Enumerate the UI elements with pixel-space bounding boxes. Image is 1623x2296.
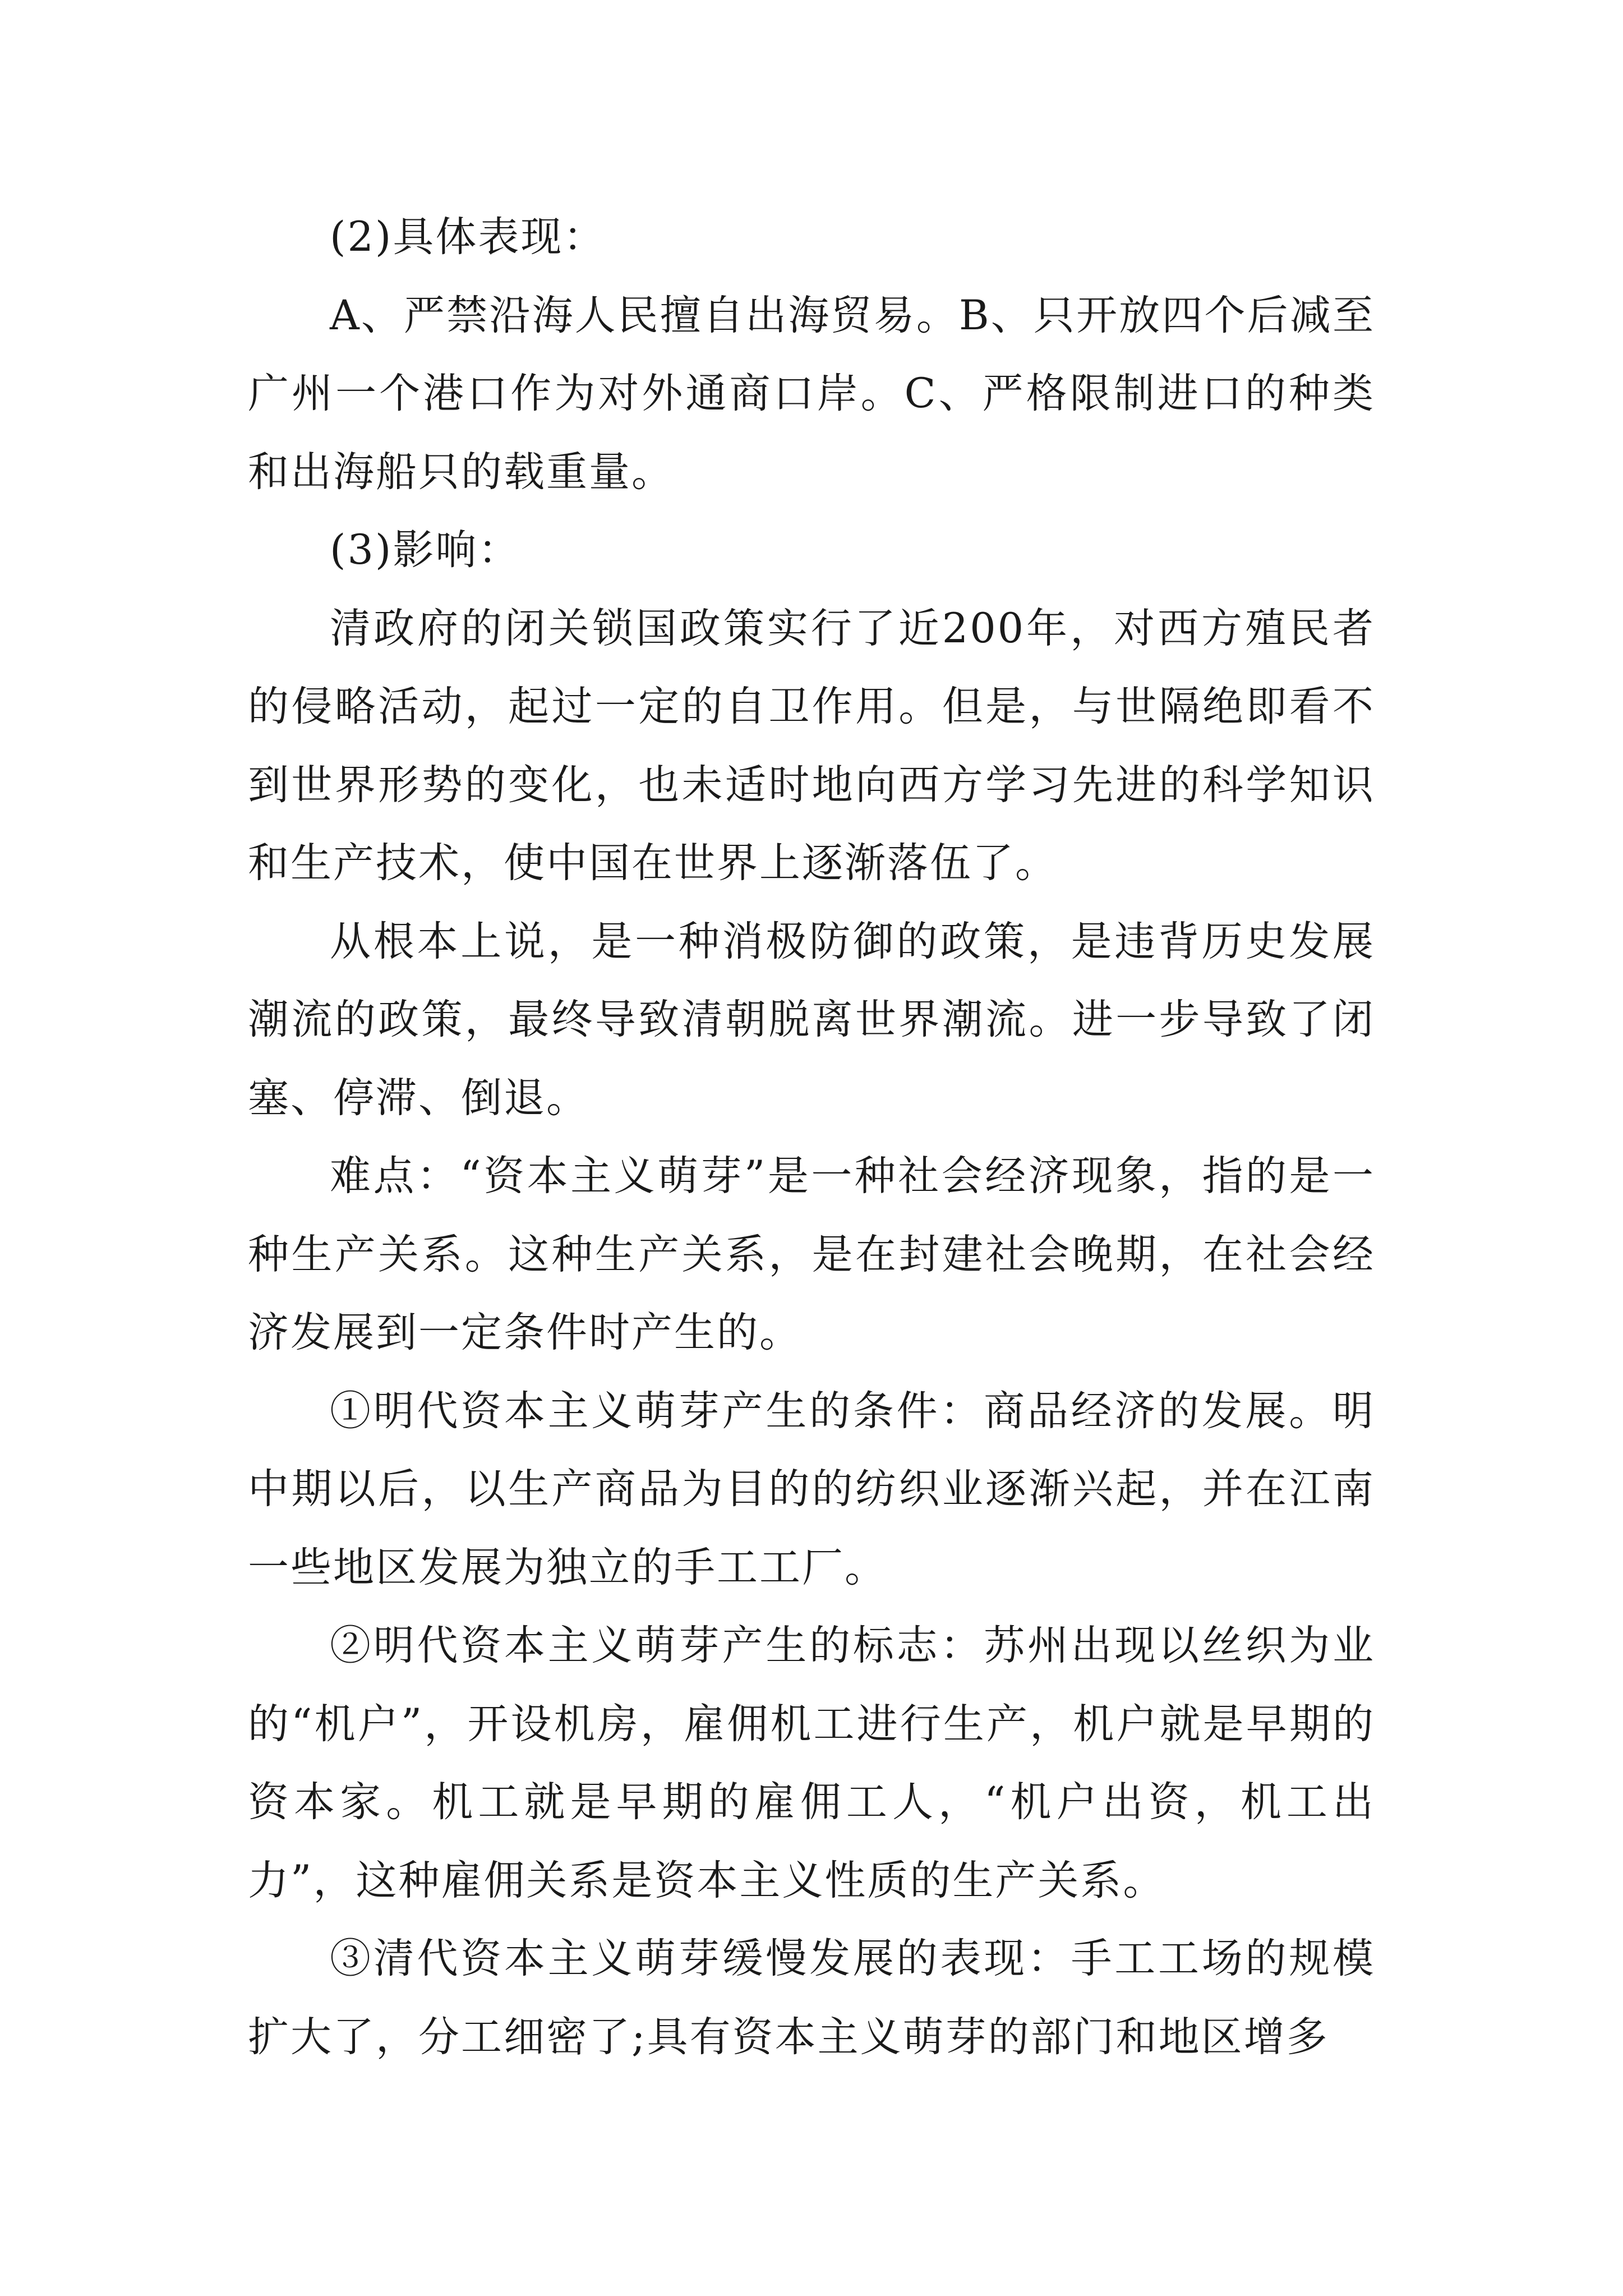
- paragraph-manifestations: A、严禁沿海人民擅自出海贸易。B、只开放四个后减至广州一个港口作为对外通商口岸。C、严格限制进口的种类和出海船只的载重量。: [248, 291, 1375, 496]
- paragraph-fundamental: 从根本上说，是一种消极防御的政策，是违背历史发展潮流的政策，最终导致清朝脱离世界潮流。进一步导致了闭塞、停滞、倒退。: [248, 917, 1375, 1122]
- paragraph-point-3: ③清代资本主义萌芽缓慢发展的表现：手工工场的规模扩大了，分工细密了;具有资本主义萌芽的部门和地区增多: [248, 1935, 1375, 2061]
- paragraph-point-2: ②明代资本主义萌芽产生的标志：苏州出现以丝织为业的“机户”，开设机房，雇佣机工进行生产，机户就是早期的资本家。机工就是早期的雇佣工人，“机户出资，机工出力”，这种雇佣关系是资本主义性质的生产关系。: [248, 1622, 1375, 1904]
- document-body: [248, 198, 1375, 2076]
- paragraph-difficulty: 难点：“资本主义萌芽”是一种社会经济现象，指的是一种生产关系。这种生产关系，是在封建社会晚期，在社会经济发展到一定条件时产生的。: [248, 1152, 1375, 1356]
- paragraph-heading-2: (2)具体表现：: [330, 213, 606, 261]
- paragraph-heading-3: (3)影响：: [330, 526, 521, 574]
- paragraph-impact: 清政府的闭关锁国政策实行了近200年，对西方殖民者的侵略活动，起过一定的自卫作用。但是，与世隔绝即看不到世界形势的变化，也未适时地向西方学习先进的科学知识和生产技术，使中国在世界上逐渐落伍了。: [248, 604, 1375, 887]
- paragraph-point-1: ①明代资本主义萌芽产生的条件：商品经济的发展。明中期以后，以生产商品为目的的纺织业逐渐兴起，并在江南一些地区发展为独立的手工工厂。: [248, 1387, 1375, 1591]
